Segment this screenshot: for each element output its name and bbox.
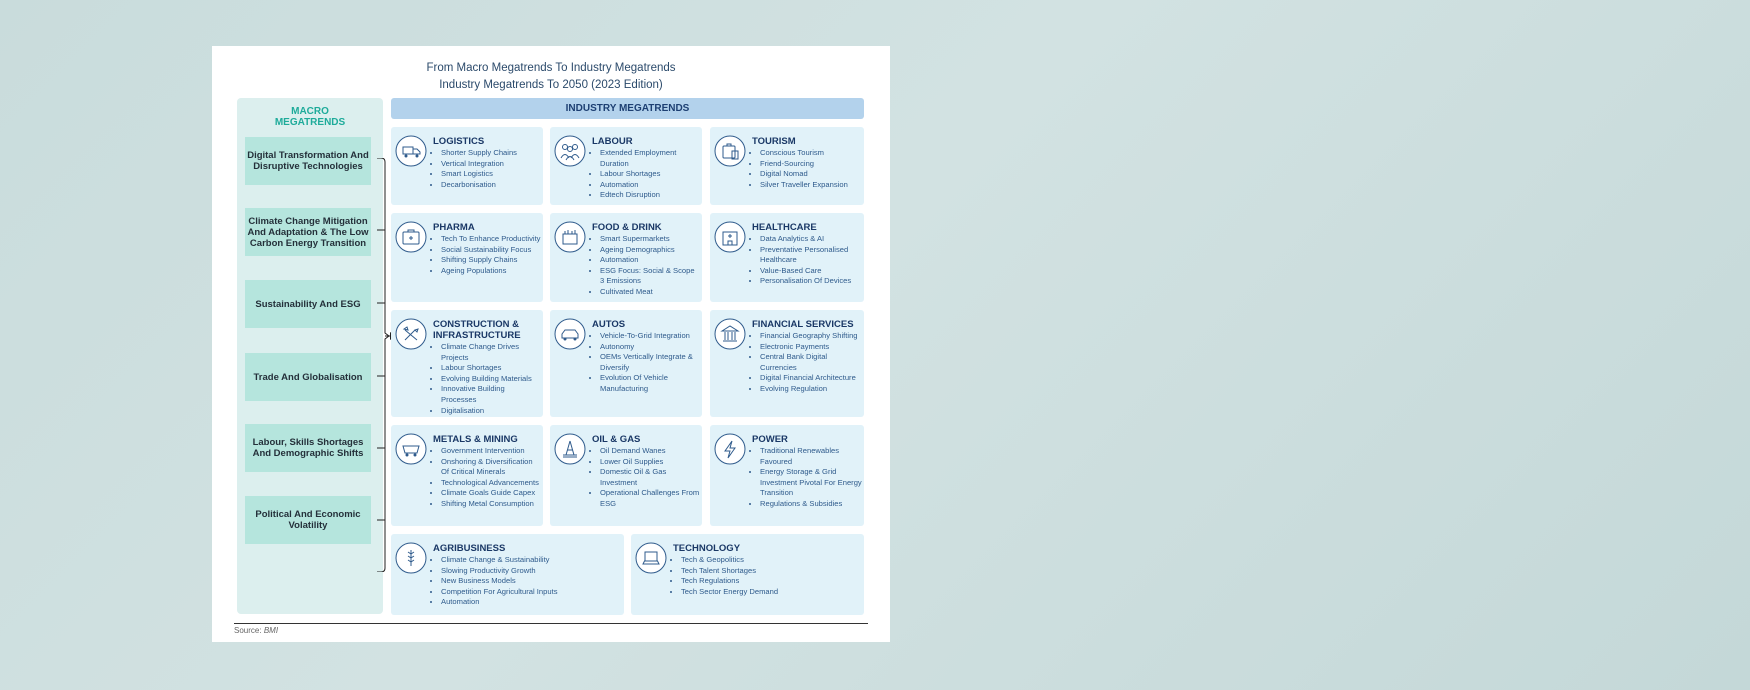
bullet: • Tech & Geopolitics [681, 555, 862, 566]
tile-title: FINANCIAL SERVICES [752, 319, 854, 330]
tile-agribusiness [391, 534, 624, 615]
bullet: • Autonomy [600, 342, 700, 353]
tile-title: PHARMA [433, 222, 475, 233]
tile-bullets [592, 446, 700, 510]
tile-technology [631, 534, 864, 615]
tile-food-drink [550, 213, 702, 302]
bullet: • Extended Employment Duration [600, 148, 700, 169]
bullet: • Electronic Payments [760, 342, 862, 353]
tile-bullets [752, 148, 862, 190]
grocery-icon [554, 221, 586, 253]
bullet: • Central Bank Digital Currencies [760, 352, 862, 373]
bullet: • Value-Based Care [760, 266, 862, 277]
bullet: • Operational Challenges From ESG [600, 488, 700, 509]
tile-bullets [592, 331, 700, 395]
bullet: • Tech To Enhance Productivity [441, 234, 541, 245]
tile-bullets [673, 555, 862, 597]
tile-pharma [391, 213, 543, 302]
car-icon [554, 318, 586, 350]
tile-oil-gas [550, 425, 702, 526]
bullet: • Decarbonisation [441, 180, 541, 191]
bullet: • Evolving Building Materials [441, 374, 541, 385]
tile-bullets [752, 331, 862, 395]
bullet: • Labour Shortages [600, 169, 700, 180]
tools-icon [395, 318, 427, 350]
bullet: • Digital Nomad [760, 169, 862, 180]
lightning-icon [714, 433, 746, 465]
truck-icon [395, 135, 427, 167]
bullet: • Oil Demand Wanes [600, 446, 700, 457]
bullet: • Tech Regulations [681, 576, 862, 587]
bullet: • Smart Logistics [441, 169, 541, 180]
bullet: • Data Analytics & AI [760, 234, 862, 245]
macro-megatrends-title [237, 106, 383, 128]
tile-title: METALS & MINING [433, 434, 518, 445]
tile-title: AUTOS [592, 319, 626, 330]
bullet: • Vertical Integration [441, 159, 541, 170]
bullet: • Personalisation Of Devices [760, 276, 862, 287]
bullet: • New Business Models [441, 576, 622, 587]
bullet: • Technological Advancements [441, 478, 541, 489]
tile-title: HEALTHCARE [752, 222, 817, 233]
tile-labour [550, 127, 702, 205]
bullet: • Automation [600, 180, 700, 191]
macro-item-digital-transformation: Digital Transformation And Disruptive Technologies [245, 137, 371, 185]
bullet: • Energy Storage & Grid Investment Pivotal For Energy Transition [760, 467, 862, 499]
bullet: • Automation [441, 597, 622, 608]
tile-bullets [433, 446, 541, 510]
tile-title: LABOUR [592, 136, 633, 147]
bullet: • Shifting Supply Chains [441, 255, 541, 266]
bullet: • ESG Focus: Social & Scope 3 Emissions [600, 266, 700, 287]
bullet: • Preventative Personalised Healthcare [760, 245, 862, 266]
medical-kit-icon [395, 221, 427, 253]
bullet: • Friend-Sourcing [760, 159, 862, 170]
tile-financial-services [710, 310, 864, 417]
macro-item-political-economic: Political And Economic Volatility [245, 496, 371, 544]
tile-bullets [752, 234, 862, 287]
bullet: • OEMs Vertically Integrate & Diversify [600, 352, 700, 373]
tile-title: OIL & GAS [592, 434, 641, 445]
footer-divider [234, 623, 868, 624]
bullet: • Evolving Regulation [760, 384, 862, 395]
tile-title: FOOD & DRINK [592, 222, 662, 233]
bullet: • Vehicle-To-Grid Integration [600, 331, 700, 342]
bullet: • Edtech Disruption [600, 190, 700, 201]
tile-bullets [433, 555, 622, 608]
tile-title: CONSTRUCTION & INFRASTRUCTURE [433, 319, 521, 341]
bullet: • Social Sustainability Focus [441, 245, 541, 256]
mine-cart-icon [395, 433, 427, 465]
bullet: • Ageing Populations [441, 266, 541, 277]
chart-title: From Macro Megatrends To Industry Megatrends [426, 62, 676, 74]
bullet: • Digitalisation [441, 406, 541, 417]
bullet: • Domestic Oil & Gas Investment [600, 467, 700, 488]
tile-bullets [592, 234, 700, 298]
bullet: • Traditional Renewables Favoured [760, 446, 862, 467]
tile-autos [550, 310, 702, 417]
industry-megatrends-header: INDUSTRY MEGATRENDS [391, 98, 864, 119]
macro-title-line-1: MACRO [291, 106, 329, 117]
tile-logistics [391, 127, 543, 205]
macro-title-line-2: MEGATRENDS [274, 117, 346, 128]
macro-megatrends-panel [237, 98, 383, 614]
bullet: • Shorter Supply Chains [441, 148, 541, 159]
tile-title: AGRIBUSINESS [433, 543, 506, 554]
bullet: • Lower Oil Supplies [600, 457, 700, 468]
source-label: Source: [234, 626, 262, 635]
macro-item-labour-skills: Labour, Skills Shortages And Demographic Shifts [245, 424, 371, 472]
tile-tourism [710, 127, 864, 205]
oil-rig-icon [554, 433, 586, 465]
macro-item-climate-change: Climate Change Mitigation And Adaptation & The Low Carbon Energy Transition [245, 208, 371, 256]
bullet: • Tech Talent Shortages [681, 566, 862, 577]
bullet: • Smart Supermarkets [600, 234, 700, 245]
tile-title: TECHNOLOGY [673, 543, 741, 554]
bullet: • Financial Geography Shifting [760, 331, 862, 342]
bullet: • Automation [600, 255, 700, 266]
tile-bullets [752, 446, 862, 510]
people-icon [554, 135, 586, 167]
tile-healthcare [710, 213, 864, 302]
bullet: • Regulations & Subsidies [760, 499, 862, 510]
macro-item-trade-globalisation: Trade And Globalisation [245, 353, 371, 401]
bullet: • Labour Shortages [441, 363, 541, 374]
tile-bullets [433, 148, 541, 190]
tile-power [710, 425, 864, 526]
bullet: • Evolution Of Vehicle Manufacturing [600, 373, 700, 394]
bullet: • Climate Change Drives Projects [441, 342, 541, 363]
tile-bullets [433, 342, 541, 416]
tile-title: TOURISM [752, 136, 796, 147]
tile-construction-infrastructure [391, 310, 543, 417]
bullet: • Climate Goals Guide Capex [441, 488, 541, 499]
tile-bullets [433, 234, 541, 276]
wheat-icon [395, 542, 427, 574]
macro-item-sustainability-esg: Sustainability And ESG [245, 280, 371, 328]
bullet: • Climate Change & Sustainability [441, 555, 622, 566]
bullet: • Competition For Agricultural Inputs [441, 587, 622, 598]
chart-subtitle: Industry Megatrends To 2050 (2023 Edition) [439, 79, 663, 91]
tile-metals-mining [391, 425, 543, 526]
bullet: • Silver Traveller Expansion [760, 180, 862, 191]
bullet: • Slowing Productivity Growth [441, 566, 622, 577]
bullet: • Conscious Tourism [760, 148, 862, 159]
bullet: • Cultivated Meat [600, 287, 700, 298]
tile-title: POWER [752, 434, 788, 445]
bullet: • Innovative Building Processes [441, 384, 541, 405]
bullet: • Shifting Metal Consumption [441, 499, 541, 510]
bullet: • Tech Sector Energy Demand [681, 587, 862, 598]
hospital-icon [714, 221, 746, 253]
bullet: • Ageing Demographics [600, 245, 700, 256]
bullet: • Government Intervention [441, 446, 541, 457]
tile-bullets [592, 148, 700, 201]
laptop-icon [635, 542, 667, 574]
infographic-card [212, 46, 890, 642]
bank-icon [714, 318, 746, 350]
source-value: BMI [263, 626, 279, 635]
luggage-icon [714, 135, 746, 167]
bullet: • Onshoring & Diversification Of Critical Minerals [441, 457, 541, 478]
tile-title: LOGISTICS [433, 136, 485, 147]
source-note [234, 626, 278, 635]
bullet: • Digital Financial Architecture [760, 373, 862, 384]
